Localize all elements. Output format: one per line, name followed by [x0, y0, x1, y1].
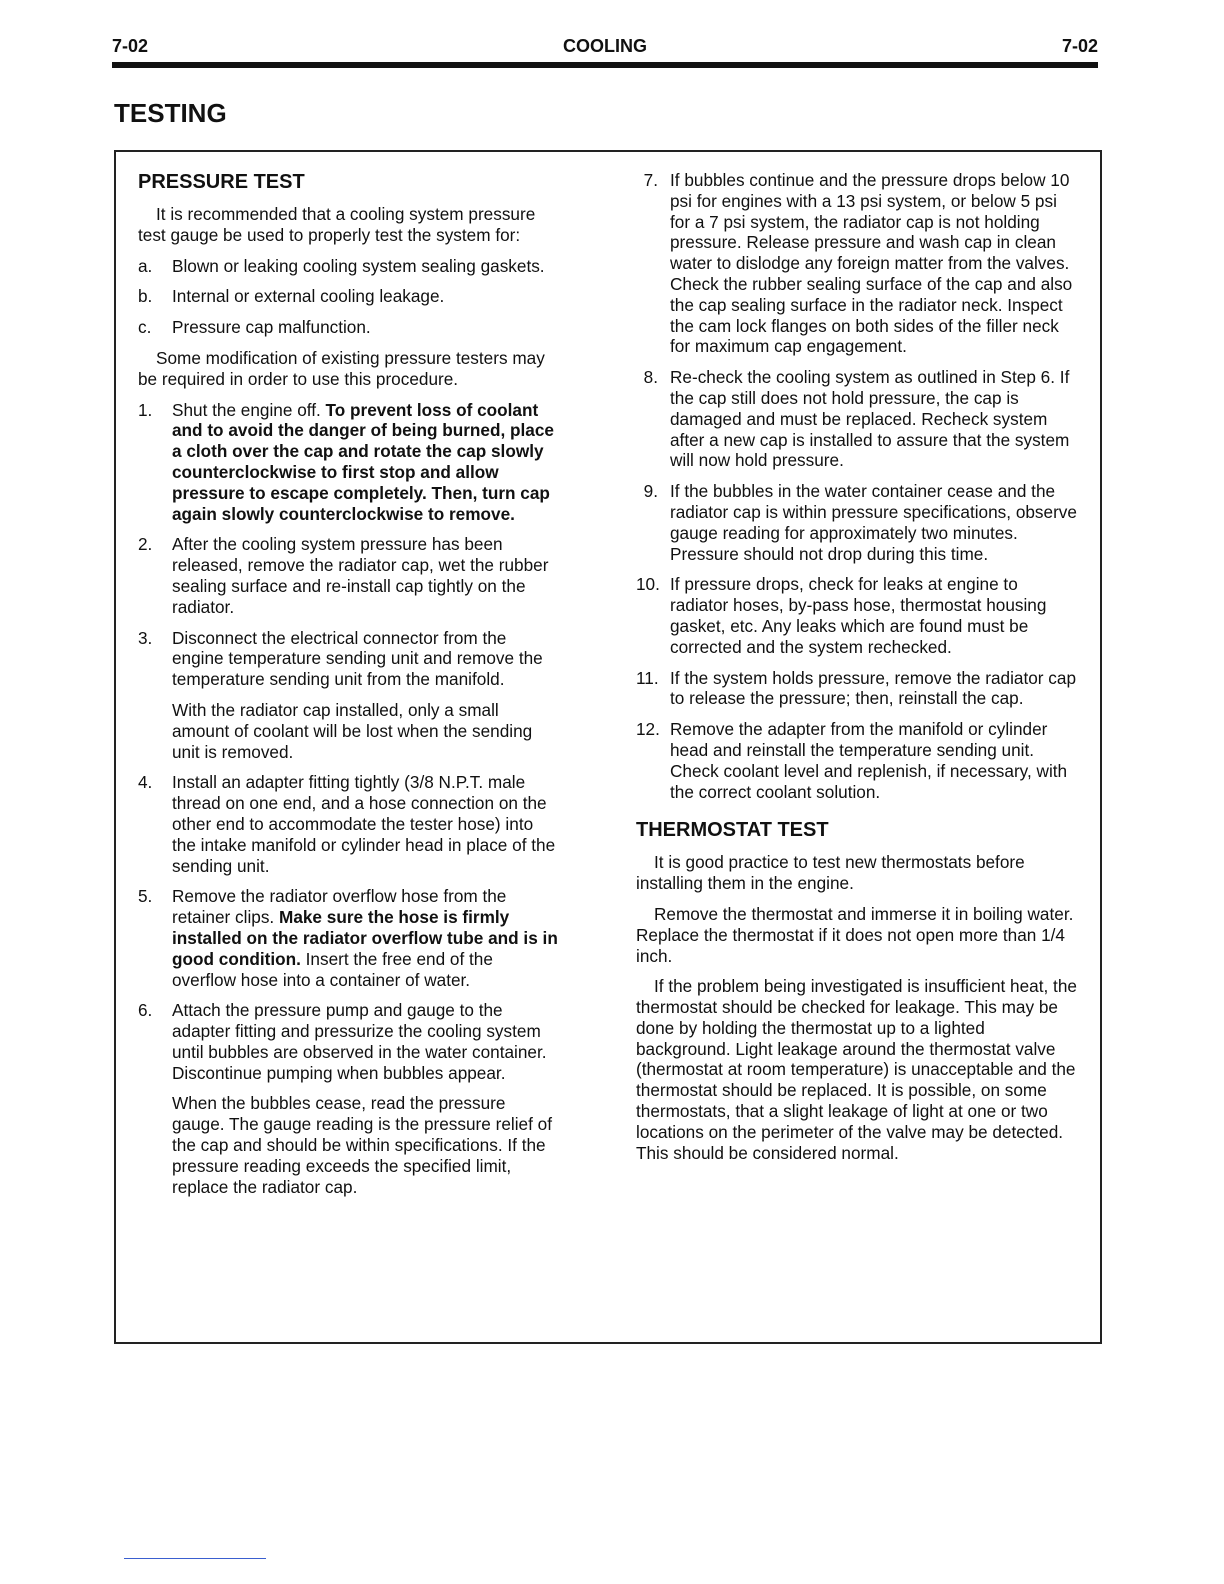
step-text: Disconnect the electrical connector from the engine temperature sending unit and remove the temperature sending unit from the manifold.	[172, 627, 543, 690]
page-header	[112, 36, 1098, 60]
step-5-text-b: Insert the free end of the overflow hose into a container of water.	[172, 948, 493, 990]
step-12	[636, 719, 1078, 802]
intro-paragraph: It is recommended that a cooling system pressure test gauge be used to properly test the system for:	[138, 204, 536, 245]
step-8	[636, 367, 1078, 471]
thermostat-test-heading: THERMOSTAT TEST	[636, 819, 829, 842]
thermostat-paragraph: If the problem being investigated is insufficient heat, the thermostat should be checked for leakage. This may be done by holding the thermostat up to a lighted background. Light leakage around the thermostat valve (thermostat at room temperature) is unacceptable and the thermostat should be replaced. It is possible, on some thermostats, that a slight leakage of light at one or two locations on the perimeter of the valve may be detected. This should be considered normal.	[636, 976, 1077, 1163]
left-column	[138, 170, 558, 1207]
step-text: Install an adapter fitting tightly (3/8 N.P.T. male thread on one end, and a hose connection on the other end to accommodate the tester hose) into the intake manifold or cylinder head in place of the sending unit.	[172, 772, 556, 876]
page-number-right: 7-02	[1061, 36, 1098, 56]
list-text: Internal or external cooling leakage.	[172, 286, 445, 307]
step-7	[636, 170, 1078, 357]
step-marker: 11.	[636, 667, 659, 688]
step-1-text: Shut the engine off.	[172, 399, 326, 420]
list-text: Pressure cap malfunction.	[172, 317, 371, 338]
content-box	[114, 150, 1102, 1344]
step-11	[636, 668, 1078, 710]
step-text: If the system holds pressure, remove the radiator cap to release the pressure; then, reinstall the cap.	[670, 667, 1077, 709]
list-item	[138, 317, 558, 338]
step-marker: 3.	[138, 627, 153, 648]
step-text: Remove the adapter from the manifold or cylinder head and reinstall the temperature sending unit. Check coolant level and replenish, if necessary, with the correct coolant solution.	[670, 719, 1068, 802]
step-5-warning: Make sure the hose is firmly installed on the radiator overflow tube and is in good condition.	[172, 907, 558, 969]
step-marker: 7.	[643, 170, 658, 190]
step-3	[138, 628, 558, 763]
list-marker: b.	[138, 286, 153, 307]
thermostat-paragraph: Remove the thermostat and immerse it in boiling water. Replace the thermostat if it does not open more than 1/4 inch.	[636, 903, 1074, 966]
step-marker: 1.	[138, 399, 153, 420]
step-1	[138, 400, 558, 525]
step-4	[138, 772, 558, 876]
step-9	[636, 481, 1078, 564]
step-text: Attach the pressure pump and gauge to the adapter fitting and pressurize the cooling system until bubbles are observed in the water container. Discontinue pumping when bubbles appear.	[172, 1000, 547, 1083]
step-marker: 10.	[636, 574, 660, 595]
step-5-text-a: Remove the radiator overflow hose from the retainer clips.	[172, 886, 507, 928]
step-marker: 6.	[138, 1000, 153, 1021]
step-text: If bubbles continue and the pressure drops below 10 psi for engines with a 13 psi system, or below 5 psi for a 7 psi system, the radiator cap is not holding pressure. Release pressure and wash cap in clean water to dislodge any foreign matter from the valves. Check the rubber sealing surface of the cap and also the cap sealing surface in the radiator neck. Inspect the cam lock flanges on both sides of the filler neck for maximum cap engagement.	[670, 170, 1073, 357]
footer-rule	[124, 1558, 266, 1559]
chapter-title: COOLING	[563, 36, 647, 56]
list-item	[138, 256, 558, 277]
step-1-warning: To prevent loss of coolant and to avoid the danger of being burned, place a cloth over the cap and rotate the cap slowly counterclockwise to first stop and allow pressure to escape completely. Then, turn cap again slowly counterclockwise to remove.	[172, 399, 554, 524]
section-title: TESTING	[114, 98, 227, 128]
step-text: Re-check the cooling system as outlined in Step 6. If the cap still does not hold pressure, the cap is damaged and must be replaced. Recheck system after a new cap is installed to assure that the system will now hold pressure.	[670, 367, 1070, 471]
step-note: With the radiator cap installed, only a small amount of coolant will be lost when the sending unit is removed.	[172, 699, 533, 762]
right-column	[636, 170, 1078, 1173]
step-marker: 12.	[636, 719, 660, 740]
step-text: If pressure drops, check for leaks at engine to radiator hoses, by-pass hose, thermostat housing gasket, etc. Any leaks which are found must be corrected and the system rechecked.	[670, 574, 1047, 657]
list-marker: a.	[138, 255, 153, 276]
list-text: Blown or leaking cooling system sealing gaskets.	[172, 255, 545, 276]
step-marker: 8.	[643, 367, 658, 388]
step-marker: 2.	[138, 534, 153, 555]
pressure-test-heading: PRESSURE TEST	[138, 171, 305, 193]
step-marker: 4.	[138, 772, 153, 793]
step-marker: 5.	[138, 886, 153, 907]
list-item	[138, 286, 558, 307]
step-2	[138, 534, 558, 617]
step-text	[172, 886, 558, 990]
step-marker: 9.	[643, 481, 658, 502]
step-note: When the bubbles cease, read the pressure gauge. The gauge reading is the pressure relief of the cap and should be within specifications. If the pressure reading exceeds the specified limit, replace the radiator cap.	[172, 1093, 552, 1197]
step-10	[636, 574, 1078, 657]
step-text: After the cooling system pressure has been released, remove the radiator cap, wet the rubber sealing surface and re-install cap tightly on the radiator.	[172, 534, 549, 617]
step-5	[138, 886, 558, 990]
modification-note: Some modification of existing pressure testers may be required in order to use this procedure.	[138, 347, 545, 389]
step-text	[172, 400, 558, 525]
header-rule	[112, 62, 1098, 68]
step-6	[138, 1000, 558, 1197]
page-number-left: 7-02	[112, 36, 149, 56]
thermostat-paragraph: It is good practice to test new thermostats before installing them in the engine.	[636, 852, 1025, 894]
step-text: If the bubbles in the water container cease and the radiator cap is within pressure specifications, observe gauge reading for approximately two minutes. Pressure should not drop during this time.	[670, 481, 1077, 564]
list-marker: c.	[138, 317, 152, 338]
